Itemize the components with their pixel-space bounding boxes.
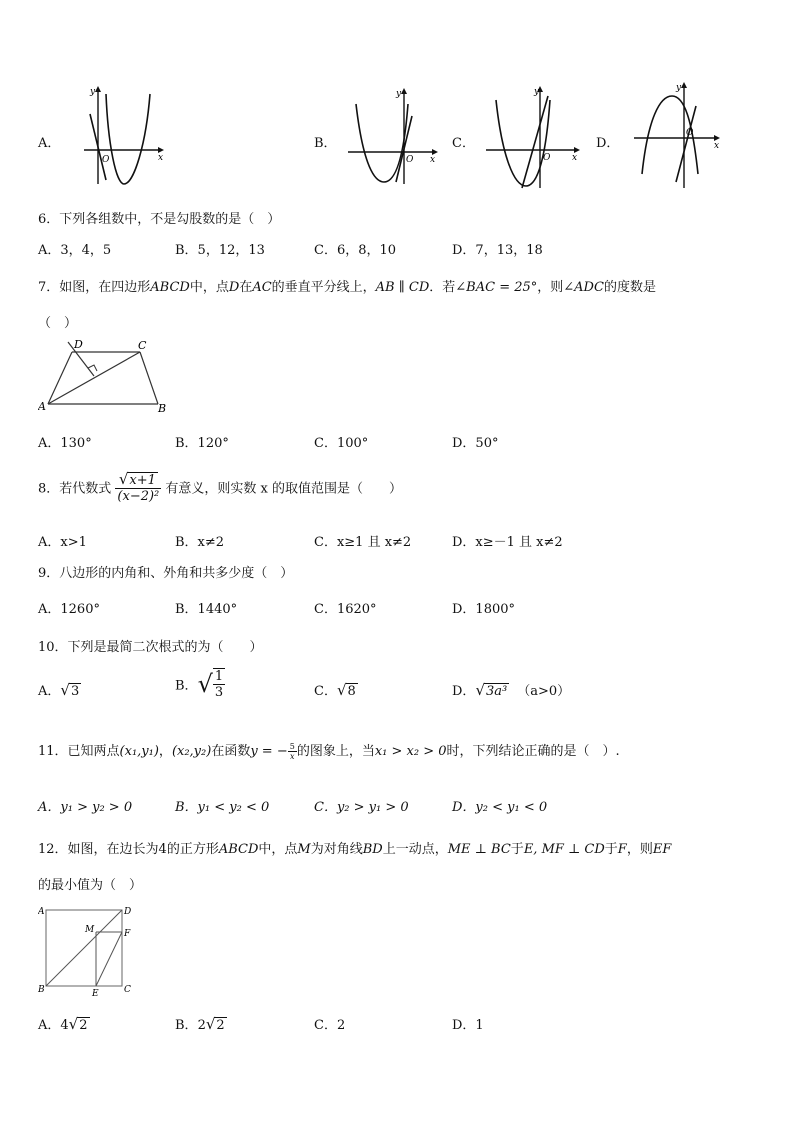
q12-square-figure [38,902,132,996]
option-label: A． [38,136,61,151]
origin-label: O [102,155,110,165]
parabola-graph-b [344,86,438,186]
q7-option-b[interactable]: B．120° [175,436,229,451]
y-axis-label: y [90,87,96,97]
y-axis-label: y [396,89,402,99]
point-m-label: M [85,925,95,935]
q6-option-c[interactable]: C．6，8，10 [314,243,397,258]
question-7-stem: 7．如图，在四边形ABCD中，点D在AC的垂直平分线上，AB ∥ CD．若∠BAC = 25°，则∠ADC的度数是 [38,280,656,295]
point-f-label: F [124,929,131,939]
parabola-graph-d [630,78,726,190]
q6-option-b[interactable]: B．5，12，13 [175,243,265,258]
question-9-stem: 9．八边形的内角和、外角和共多少度（ ） [38,566,294,581]
q11-option-a[interactable]: A．y₁ > y₂ > 0 [38,800,133,815]
point-d-label: D [74,338,83,351]
parabola-graph-a [80,84,164,188]
q12-option-c[interactable]: C．2 [314,1018,346,1033]
option-label: C． [452,136,475,151]
q11-option-d[interactable]: D．y₂ < y₁ < 0 [452,800,548,815]
q10-option-c[interactable]: C．√8 [314,681,356,699]
point-c-label: C [124,985,131,995]
point-c-label: C [138,339,147,352]
q11-option-c[interactable]: C．y₂ > y₁ > 0 [314,800,409,815]
question-8-stem: 8．若代数式 $\frac{√x+1}{\text{(x−2)²}}$ 有意义，则实数 x 的取值范围是（ ） [38,470,403,504]
origin-label: O [543,153,551,163]
option-label: D． [596,136,620,151]
point-b-label: B [158,402,167,415]
q7-option-a[interactable]: A．130° [38,436,92,451]
y-axis-label: y [534,87,540,97]
q9-option-c[interactable]: C．1620° [314,602,377,617]
parabola-graph-c [482,84,580,190]
q6-option-a[interactable]: A．3，4，5 [38,243,112,258]
x-axis-label: x [158,153,164,163]
q12-option-b[interactable]: B．2√2 [175,1015,225,1033]
q9-option-d[interactable]: D．1800° [452,602,516,617]
point-e-label: E [92,989,99,996]
q12-option-d[interactable]: D．1 [452,1018,484,1033]
origin-label: O [406,155,414,165]
q10-option-a[interactable]: A．√3 [38,681,80,699]
question-12-stem-line2: 的最小值为（ ） [38,878,143,893]
question-10-stem: 10．下列是最简二次根式的为（ ） [38,640,263,655]
q11-option-b[interactable]: B．y₁ < y₂ < 0 [175,800,270,815]
origin-label: O [686,128,694,138]
x-axis-label: x [572,153,578,163]
question-12-stem: 12．如图，在边长为4的正方形ABCD中，点M为对角线BD上一动点，ME ⊥ BC于E, MF ⊥ CD于F，则EF [38,842,672,857]
point-a-label: A [38,400,46,413]
q8-fraction: $\frac{√x+1}{\text{(x−2)²}}$ [117,470,160,504]
q8-option-c[interactable]: C．x≥1 且 x≠2 [314,535,412,550]
q8-option-d[interactable]: D．x≥－1 且 x≠2 [452,535,563,550]
q6-option-d[interactable]: D．7，13，18 [452,243,543,258]
point-d-label: D [124,907,132,917]
q10-option-d[interactable]: D．√3a³ （a>0） [452,681,571,699]
q10-option-b[interactable]: B．√ $\frac{1}{3}$ [175,669,224,700]
question-7-paren: （ ） [38,316,78,331]
x-axis-label: x [430,155,436,165]
point-b-label: B [38,985,45,995]
option-label: B． [314,136,337,151]
q7-quadrilateral-figure [38,336,172,416]
q7-option-c[interactable]: C．100° [314,436,369,451]
y-axis-label: y [676,83,682,93]
q9-option-b[interactable]: B．1440° [175,602,238,617]
question-11-stem: 11．已知两点(x₁,y₁)，(x₂,y₂)在函数y = − $\frac{5}{x}$ 的图象上，当x₁ > x₂ > 0时，下列结论正确的是（ ）. [38,742,620,761]
point-a-label: A [38,907,45,917]
q7-option-d[interactable]: D．50° [452,436,499,451]
q12-option-a[interactable]: A．4√2 [38,1015,88,1033]
q8-option-a[interactable]: A．x>1 [38,535,87,550]
q8-option-b[interactable]: B．x≠2 [175,535,225,550]
q9-option-a[interactable]: A．1260° [38,602,100,617]
x-axis-label: x [714,141,720,151]
question-6-stem: 6．下列各组数中，不是勾股数的是（ ） [38,212,281,227]
